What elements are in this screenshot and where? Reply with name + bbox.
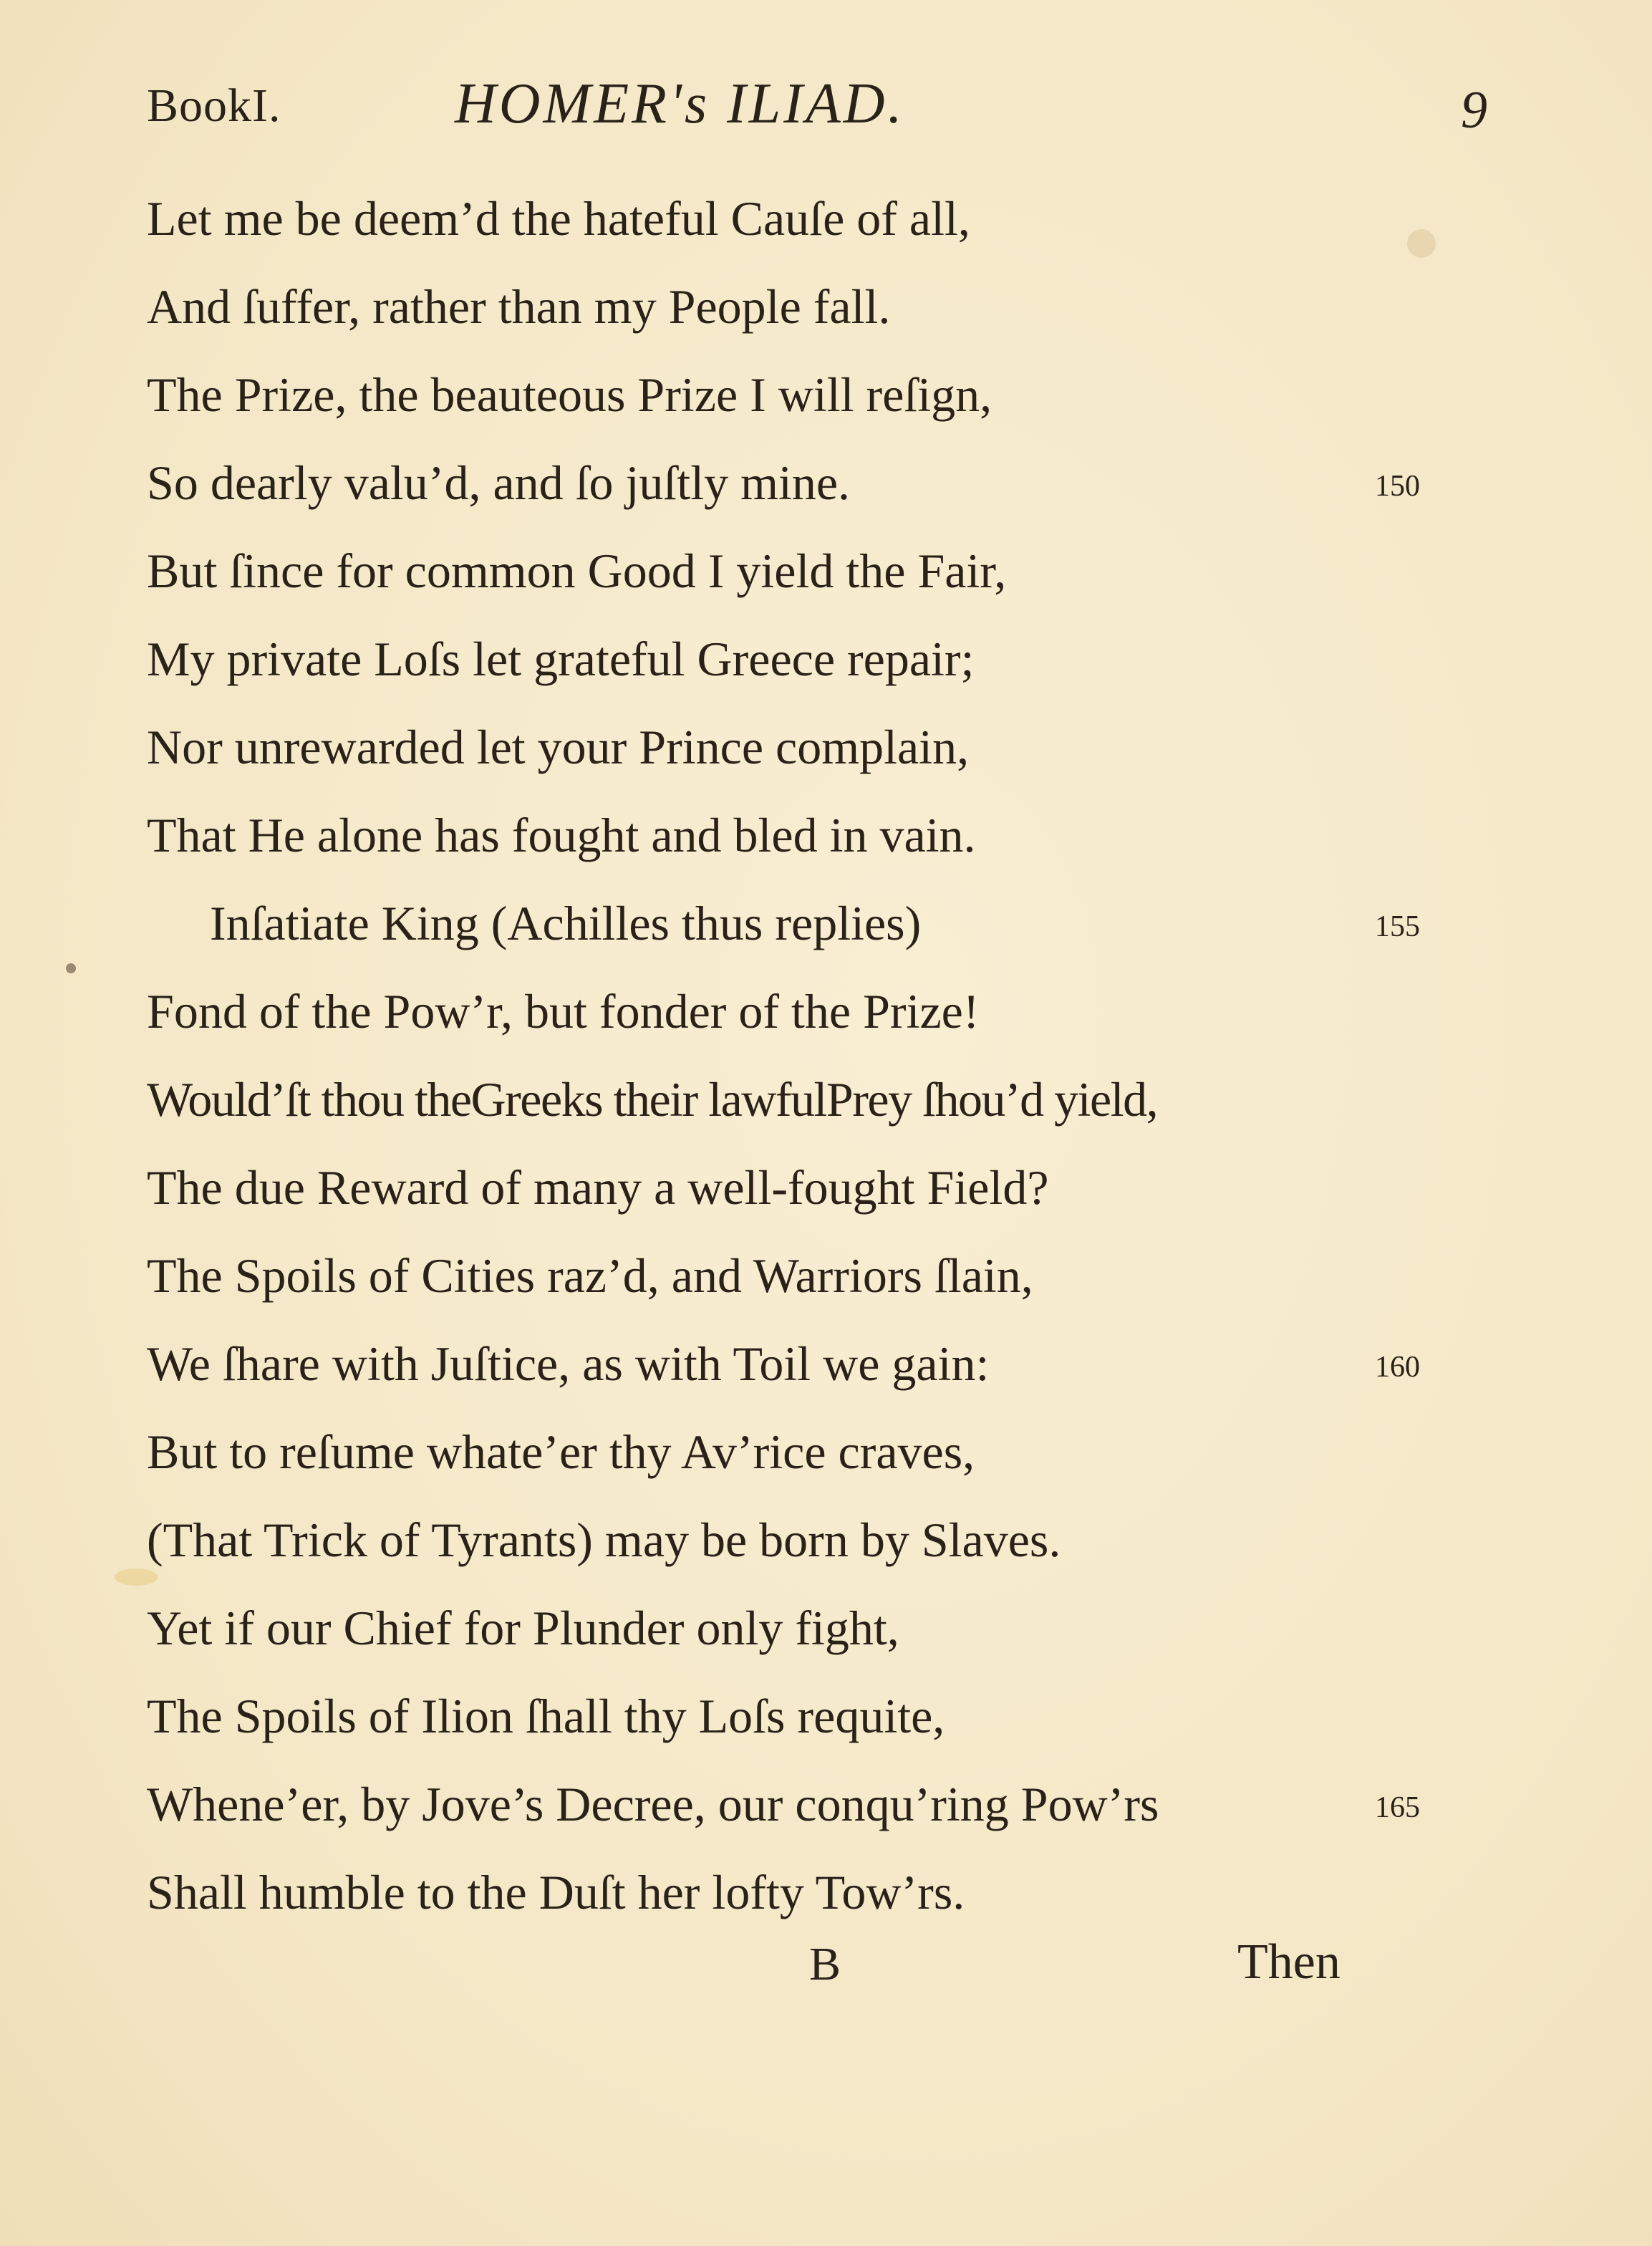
verse-line: Yet if our Chief for Plunder only fight, [147,1601,899,1655]
verse-line: And ſuffer, rather than my People fall. [147,279,891,334]
verse-line: The Spoils of Ilion ſhall thy Loſs requite, [147,1689,945,1743]
line-number: 155 [1375,910,1420,943]
verse-line: (That Trick of Tyrants) may be born by Slaves. [147,1513,1061,1567]
verse-line: Let me be deem’d the hateful Cauſe of all, [147,191,970,246]
ink-speck [66,963,76,973]
verse-line: The due Reward of many a well-fought Field? [147,1160,1049,1215]
catchword: Then [1237,1934,1341,1990]
verse-line: That He alone has fought and bled in vain. [147,808,976,862]
paper-stain [1407,229,1436,258]
verse-line: Fond of the Pow’r, but fonder of the Prize! [147,984,980,1038]
verse-line: My private Loſs let grateful Greece repair; [147,632,975,686]
book-label: BookI. [147,79,281,132]
line-number: 160 [1375,1351,1420,1384]
verse-line: Whene’er, by Jove’s Decree, our conqu’ring Pow’rs [147,1777,1159,1831]
verse-line: So dearly valu’d, and ſo juſtly mine. [147,456,851,510]
work-title: HOMER's ILIAD. [455,72,905,135]
line-number: 150 [1375,470,1420,503]
verse-line: But to reſume whate’er thy Av’rice craves, [147,1425,975,1479]
verse-line: Inſatiate King (Achilles thus replies) [210,896,922,950]
verse-line: Nor unrewarded let your Prince complain, [147,720,970,774]
verse-line: We ſhare with Juſtice, as with Toil we gain: [147,1336,990,1391]
signature-mark: B [809,1938,841,1990]
verse-line: The Prize, the beauteous Prize I will reſign, [147,367,992,422]
running-head [147,72,1507,158]
verse-line: Would’ſt thou theGreeks their lawfulPrey ſhou’d yield, [147,1072,1158,1127]
page-number: 9 [1461,81,1487,140]
verse-line: But ſince for common Good I yield the Fair, [147,544,1007,598]
verse-line: The Spoils of Cities raz’d, and Warriors ſlain, [147,1248,1033,1303]
verse-line: Shall humble to the Duſt her lofty Tow’rs. [147,1865,965,1919]
line-number: 165 [1375,1791,1420,1824]
